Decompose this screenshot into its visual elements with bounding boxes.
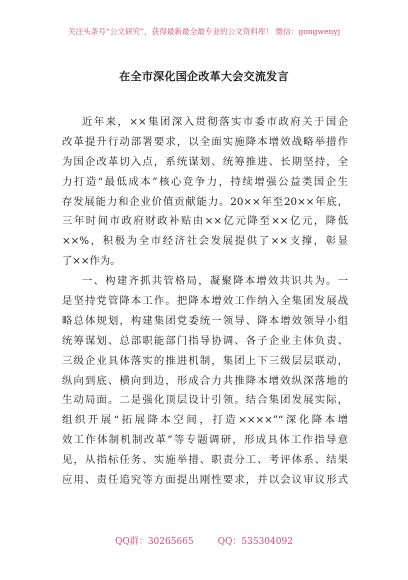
document-body — [62, 113, 348, 491]
footer-contact — [0, 536, 408, 548]
qq-number: QQ：535304092 — [217, 537, 293, 547]
paragraph-line: 是坚持党管降本工作。把降本增效工作纳入全集团发展战 — [62, 295, 348, 308]
qq-group-number: QQ群：30265665 — [115, 537, 194, 547]
header-notice: 关注头条号“公文研究”，获得最新最全最专业的公文资料库！ 微信：gongwenyj — [67, 27, 341, 36]
paragraph-line: 纵向到底、横向到边，形成合力共推降本增效纵深落地的 — [62, 374, 348, 387]
paragraph-line: 了××作为。 — [62, 255, 121, 268]
paragraph-line: 三级企业具体落实的推进机制，集团上下三级层层联动， — [62, 354, 348, 367]
paragraph-line: 三年时间市政府财政补贴由××亿元降至××亿元，降低 — [62, 215, 348, 228]
paragraph-line: 力打造“最低成本”核心竞争力，持续增强公益类国企生 — [62, 175, 348, 188]
paragraph-line: 近年来，××集团深入贯彻落实市委市政府关于国企 — [82, 116, 348, 128]
paragraph-line: 为国企改革切入点，系统谋划、统筹推进、长期坚持，全 — [62, 155, 348, 168]
paragraph-line: 应用、责任追究等方面提出刚性要求，并以会议审议形式 — [62, 474, 348, 487]
paragraph-line: 一、构建齐抓共管格局，凝聚降本增效共识共为。一 — [82, 275, 348, 288]
paragraph-line: 见，从指标任务、实施举措、职责分工、考评体系、结果 — [62, 454, 348, 467]
paragraph-line: 统筹谋划、总部职能部门指导协调、各子企业主体负责、 — [62, 334, 348, 347]
paragraph-line: 存发展能力和企业价值贡献能力。20××年至20××年底， — [62, 195, 348, 208]
paragraph-line: 改革提升行动部署要求，以全面实施降本增效战略举措作 — [62, 135, 348, 148]
paragraph-line: ××%，积极为全市经济社会发展提供了××支撑，彰显 — [62, 235, 348, 248]
paragraph-line: 组织开展“拓展降本空间，打造××××”“深化降本增 — [62, 414, 348, 427]
paragraph-line: 略总体规划，构建集团党委统一领导、降本增效领导小组 — [62, 314, 348, 327]
document-title: 在全市深化国企改革大会交流发言 — [119, 70, 289, 83]
paragraph-line: 效工作体制机制改革”等专题调研，形成具体工作指导意 — [62, 434, 348, 447]
paragraph-line: 生动局面。二是强化顶层设计引领。结合集团发展实际， — [62, 394, 348, 407]
